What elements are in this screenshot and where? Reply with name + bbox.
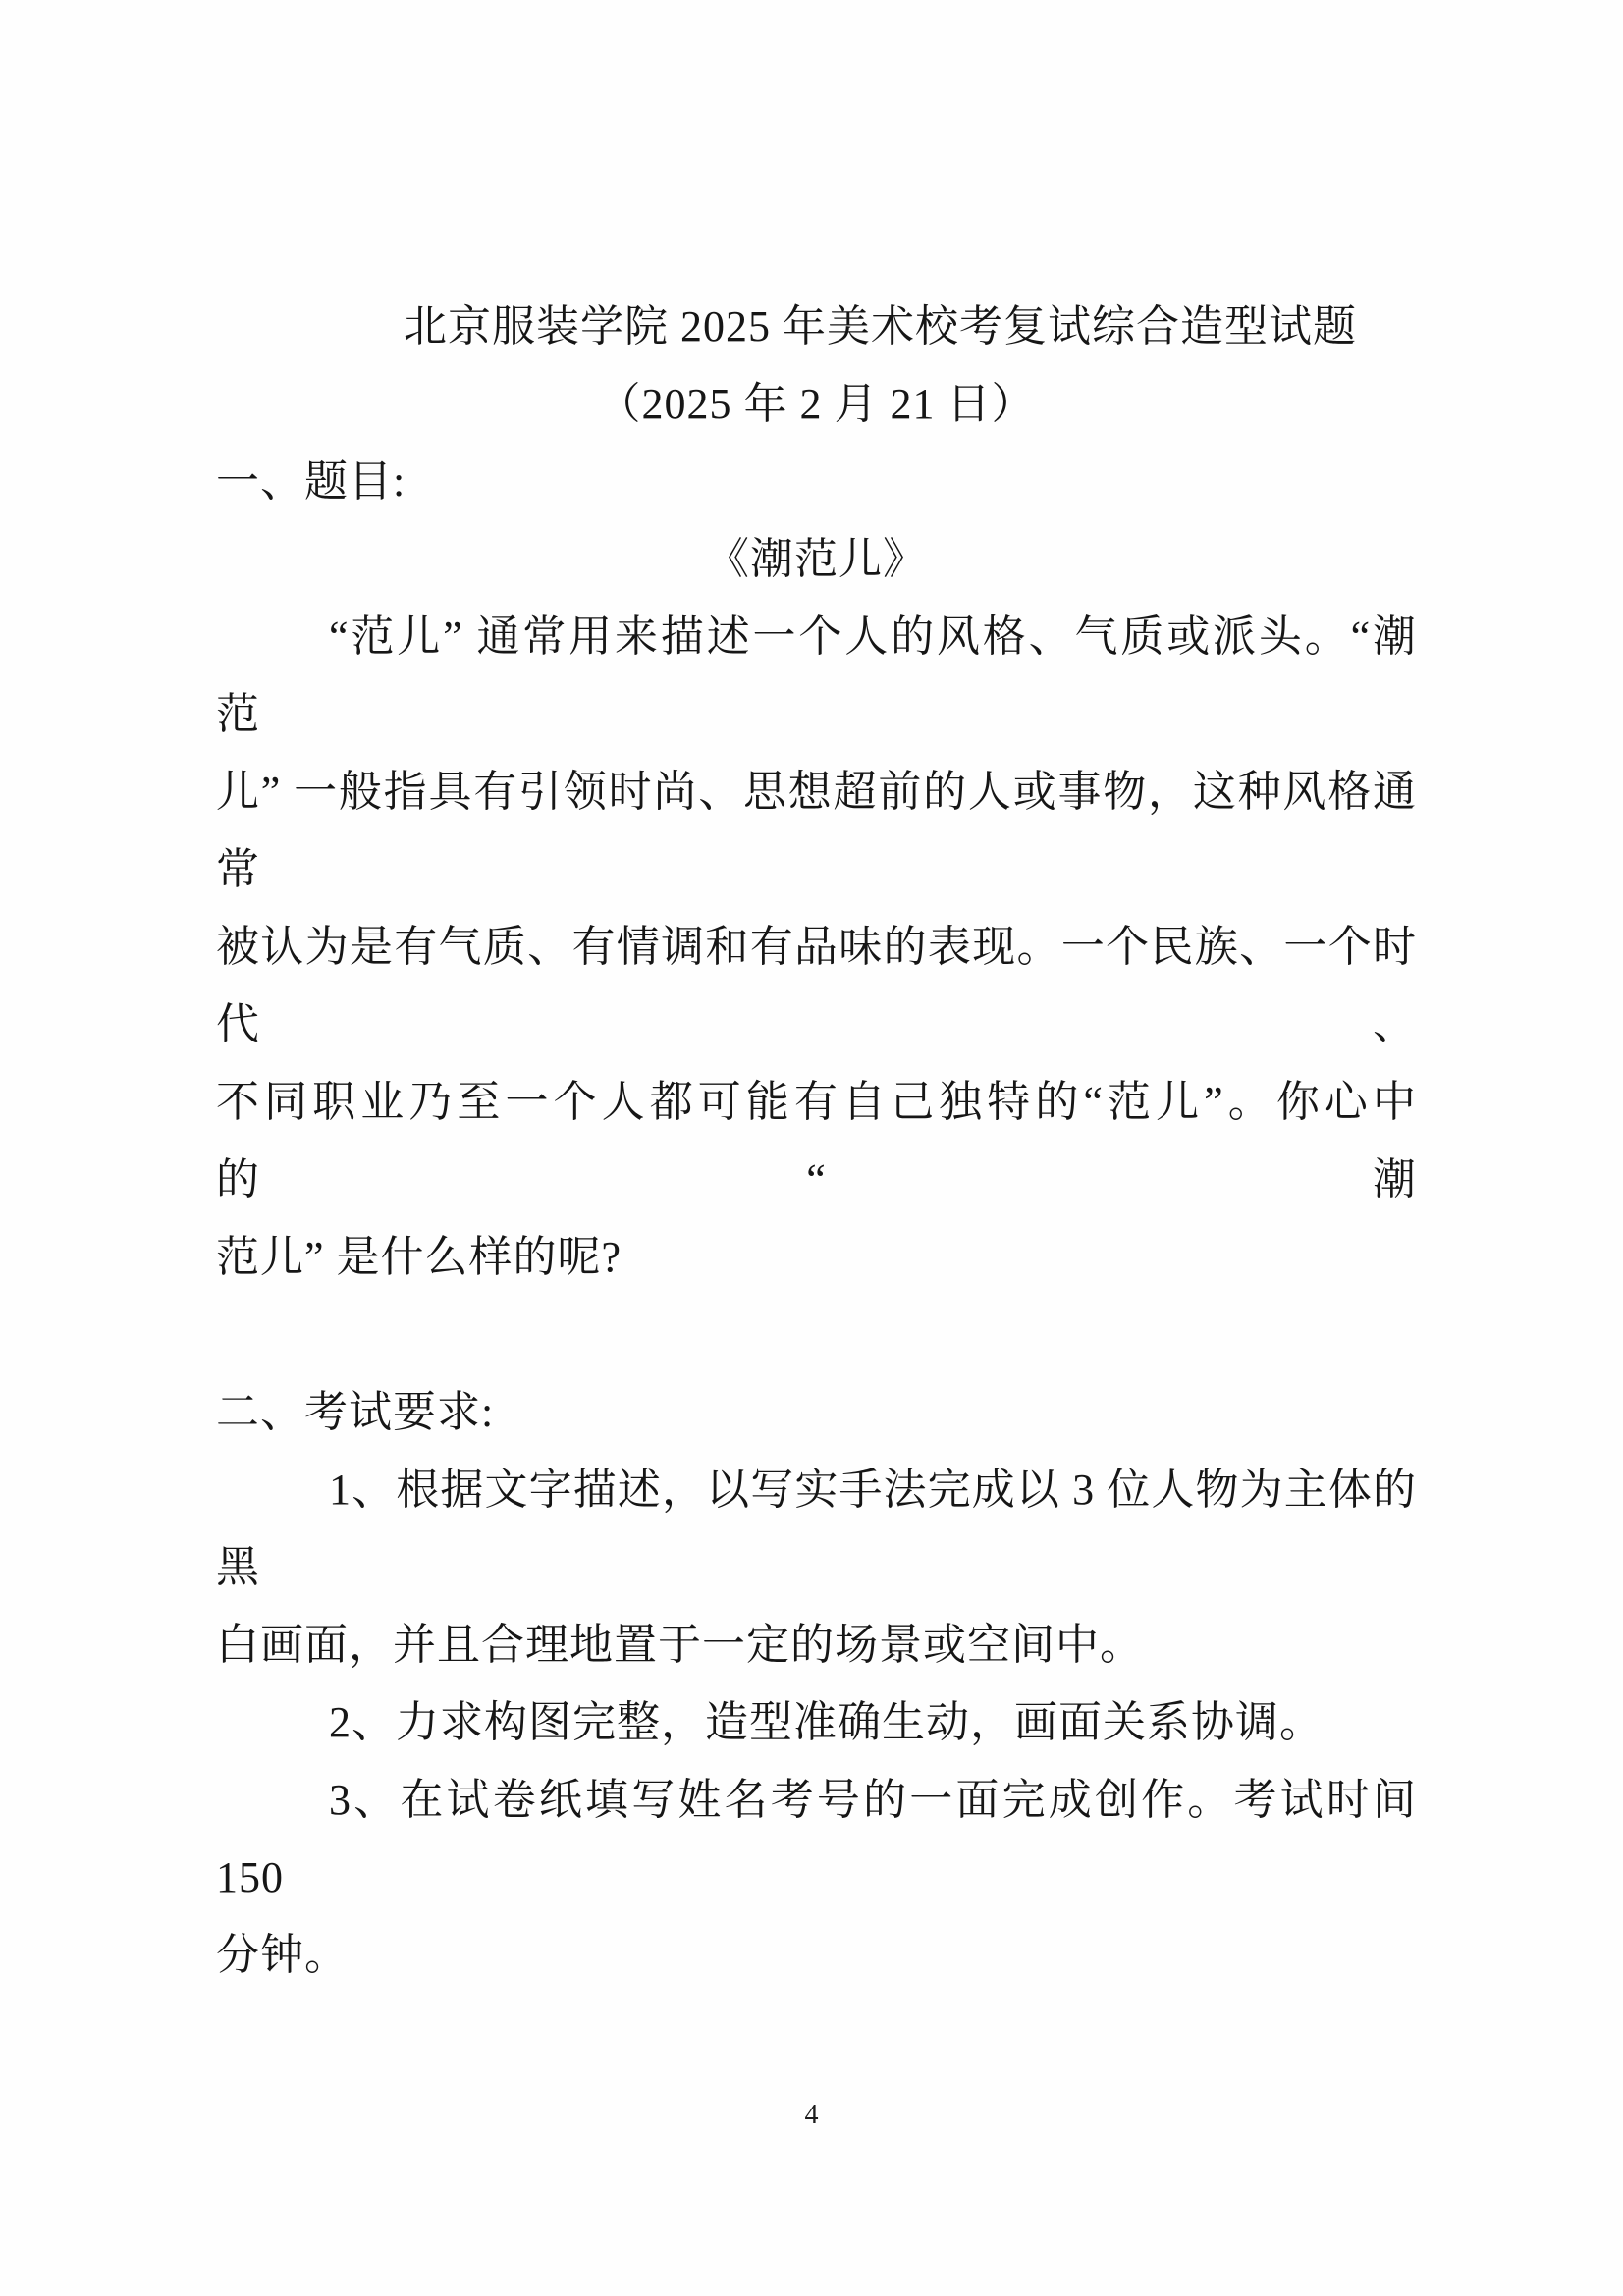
blank-line — [216, 1296, 1417, 1373]
requirement-line: 2、力求构图完整，造型准确生动，画面关系协调。 — [329, 1698, 1324, 1746]
requirement-line: 3、在试卷纸填写姓名考号的一面完成创作。考试时间 150 — [216, 1776, 1417, 1901]
requirement-line: 白画面，并且合理地置于一定的场景或空间中。 — [216, 1621, 1144, 1669]
topic-paragraph-line: 范儿” 是什么样的呢? — [216, 1233, 622, 1281]
document-title: 北京服装学院 2025 年美术校考复试综合造型试题 — [404, 302, 1357, 350]
document-date: （2025 年 2 月 21 日） — [597, 380, 1036, 428]
topic-paragraph-line: 被认为是有气质、有情调和有品味的表现。一个民族、一个时代、 — [216, 923, 1417, 1048]
topic-paragraph-line: 不同职业乃至一个人都可能有自己独特的“范儿”。你心中的“潮 — [216, 1078, 1417, 1203]
work-title: 《潮范儿》 — [706, 535, 927, 583]
section-requirements-heading: 二、考试要求: — [216, 1388, 495, 1436]
topic-paragraph-line: “范儿” 通常用来描述一个人的风格、气质或派头。“潮范 — [216, 613, 1417, 738]
requirement-line: 1、根据文字描述，以写实手法完成以 3 位人物为主体的黑 — [216, 1466, 1417, 1591]
requirement-line: 分钟。 — [216, 1931, 349, 1979]
section-topic-heading: 一、题目: — [216, 457, 406, 506]
document-content — [216, 288, 1417, 1994]
topic-paragraph-line: 儿” 一般指具有引领时尚、思想超前的人或事物，这种风格通常 — [216, 768, 1417, 893]
page-number: 4 — [804, 2100, 819, 2130]
